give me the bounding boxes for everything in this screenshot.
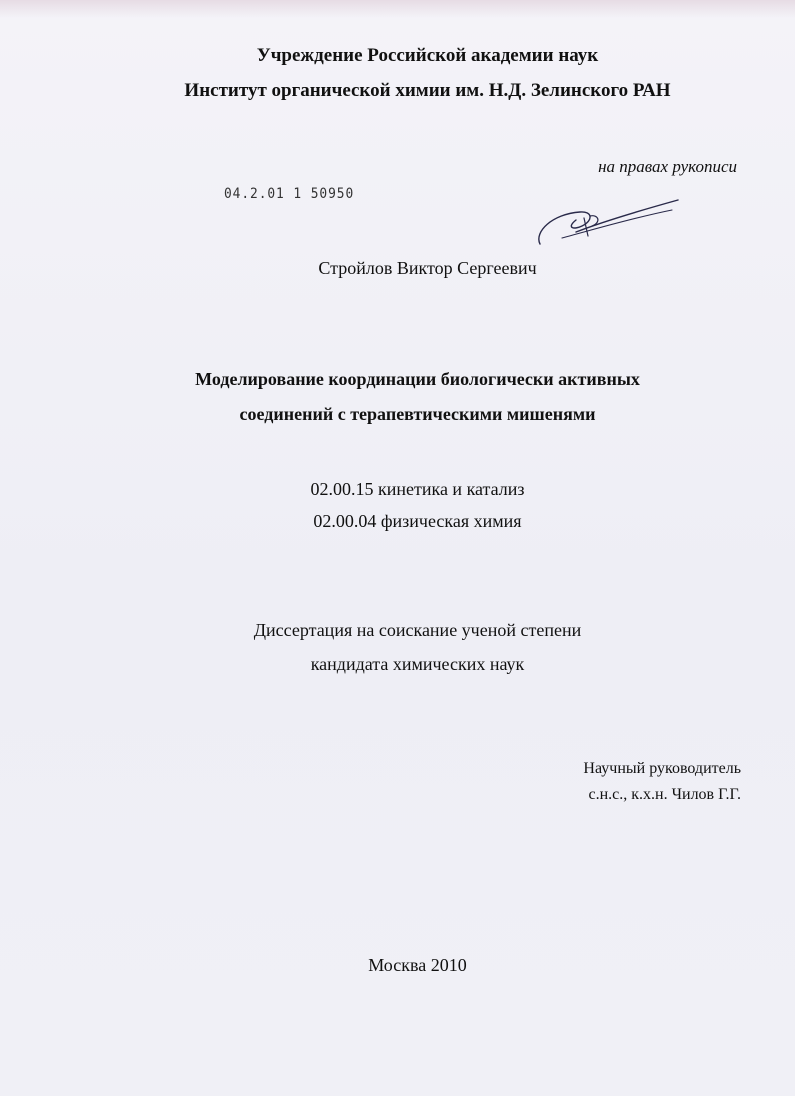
manuscript-note: на правах рукописи bbox=[598, 157, 737, 176]
registration-stamp: 04.2.01 1 50950 bbox=[224, 186, 355, 202]
author-name: Стройлов Виктор Сергеевич bbox=[318, 258, 537, 278]
degree-line-1: Диссертация на соискание ученой степени bbox=[253, 620, 582, 640]
specialty-2: 02.00.04 физическая химия bbox=[313, 511, 522, 531]
institute-heading: Институт органической химии им. Н.Д. Зелинского РАН bbox=[184, 80, 671, 101]
supervisor-name: с.н.с., к.х.н. Чилов Г.Г. bbox=[588, 786, 741, 803]
specialty-1: 02.00.15 кинетика и катализ bbox=[310, 479, 525, 499]
institution-heading: Учреждение Российской академии наук bbox=[256, 45, 599, 66]
degree-line-2: кандидата химических наук bbox=[310, 654, 525, 674]
thesis-title-line-1: Моделирование координации биологически активных bbox=[195, 369, 640, 389]
city-year: Москва 2010 bbox=[368, 955, 467, 975]
supervisor-role: Научный руководитель bbox=[583, 760, 741, 777]
signature-image bbox=[532, 192, 682, 252]
scan-edge bbox=[0, 0, 795, 18]
thesis-title-line-2: соединений с терапевтическими мишенями bbox=[239, 404, 596, 424]
